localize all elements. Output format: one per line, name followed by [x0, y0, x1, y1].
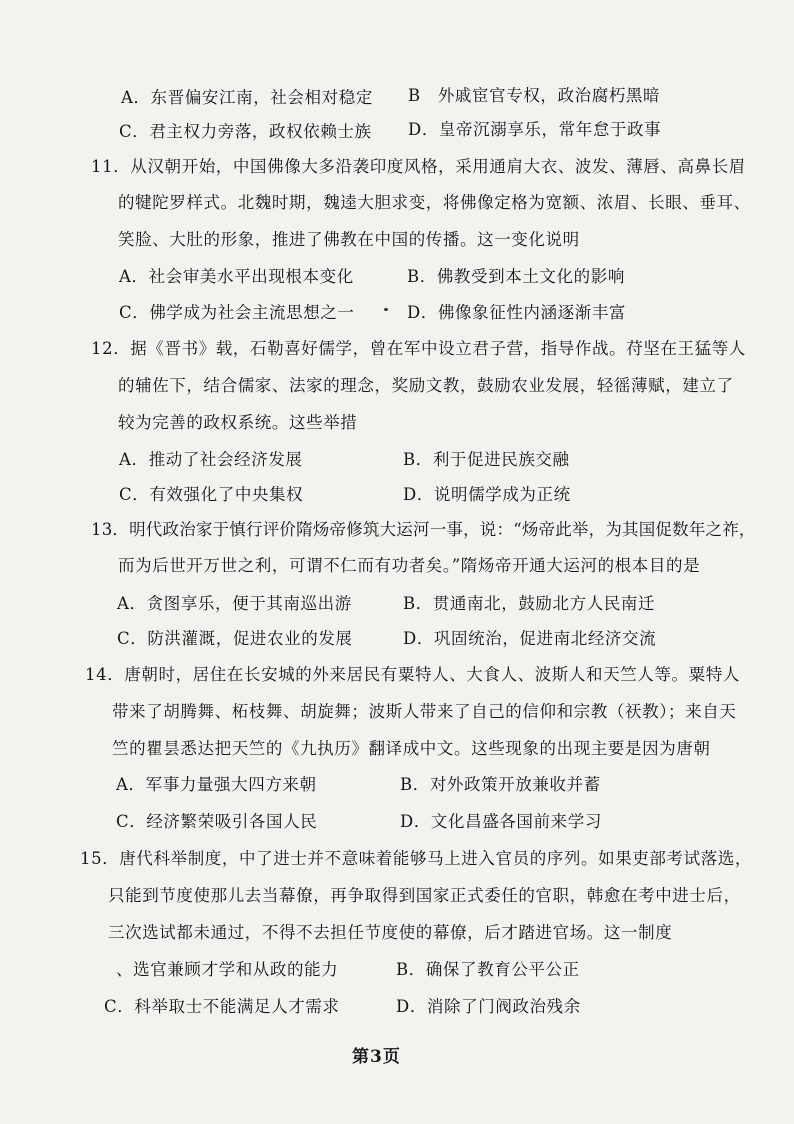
q11-stem-line-1: 11．从汉朝开始，中国佛像大多沿袭印度风格，采用通肩大衣、波发、薄唇、高鼻长眉: [91, 157, 746, 176]
q13-option-a: A．贪图享乐，便于其南巡出游: [117, 594, 352, 613]
q10-option-a: A．东晋偏安江南，社会相对稳定: [121, 88, 373, 107]
q14-stem-line-2: 带来了胡腾舞、柘枝舞、胡旋舞；波斯人带来了自己的信仰和宗教（祆教）；来自天: [112, 702, 737, 721]
q15-option-c: C．科举取士不能满足人才需求: [104, 997, 340, 1016]
q13-option-b: B．贯通南北，鼓励北方人民南迁: [403, 594, 656, 613]
q15-option-a: 、选官兼顾才学和从政的能力: [116, 960, 339, 979]
q14-stem-line-1: 14．唐朝时，居住在长安城的外来居民有粟特人、大食人、波斯人和天竺人等。粟特人: [85, 665, 740, 684]
q14-option-d: D．文化昌盛各国前来学习: [400, 812, 602, 831]
q10-option-c: C．君主权力旁落，政权依赖士族: [119, 122, 372, 141]
q15-option-b: B．确保了教育公平公正: [396, 960, 580, 979]
q15-stem-line-1: 15．唐代科举制度，中了进士并不意味着能够马上进入官员的序列。如果吏部考试落选，: [80, 849, 752, 868]
q15-stem-line-3: 三次选试都未通过，不得不去担任节度使的幕僚，后才踏进官场。这一制度: [108, 923, 673, 942]
q12-option-b: B．利于促进民族交融: [403, 450, 570, 469]
q10-option-d: D．皇帝沉溺享乐，常年怠于政事: [408, 120, 662, 139]
q12-option-d: D．说明儒学成为正统: [403, 485, 571, 504]
q11-option-c: C．佛学成为社会主流思想之一: [119, 303, 355, 322]
q11-option-b: B．佛教受到本土文化的影响: [407, 267, 625, 286]
scan-speck: [384, 308, 388, 311]
q15-option-d: D．消除了门阀政治残余: [396, 997, 581, 1016]
page-number: 第3页: [352, 1047, 401, 1067]
q12-stem-line-3: 较为完善的政权系统。这些举措: [118, 413, 358, 432]
q12-option-a: A．推动了社会经济发展: [119, 450, 303, 469]
q13-stem-line-2: 而为后世开万世之利，可谓不仁而有功者矣。”隋炀帝开通大运河的根本目的是: [118, 556, 701, 575]
q11-option-a: A．社会审美水平出现根本变化: [119, 267, 354, 286]
q14-option-c: C．经济繁荣吸引各国人民: [116, 812, 318, 831]
q15-stem-line-2: 只能到节度使那儿去当幕僚，再争取得到国家正式委任的官职，韩愈在考中进士后，: [108, 886, 741, 905]
q14-option-a: A．军事力量强大四方来朝: [116, 775, 317, 794]
q12-option-c: C．有效强化了中央集权: [119, 485, 304, 504]
q12-stem-line-2: 的辅佐下，结合儒家、法家的理念，奖励文教，鼓励农业发展，轻徭薄赋，建立了: [118, 376, 734, 395]
q13-option-c: C．防洪灌溉，促进农业的发展: [117, 629, 353, 648]
q10-option-b: B 外戚宦官专权，政治腐朽黑暗: [408, 86, 661, 105]
q12-stem-line-1: 12．据《晋书》载，石勒喜好儒学，曾在军中设立君子营，指导作战。苻坚在王猛等人: [91, 339, 746, 358]
q11-option-d: D．佛像象征性内涵逐渐丰富: [407, 303, 627, 322]
q13-option-d: D．巩固统治，促进南北经济交流: [403, 629, 657, 648]
q13-stem-line-1: 13．明代政治家于慎行评价隋炀帝修筑大运河一事，说：“炀帝此举，为其国促数年之祚，: [91, 520, 756, 539]
q11-stem-line-3: 笑脸、大肚的形象，推进了佛教在中国的传播。这一变化说明: [118, 230, 580, 249]
q14-stem-line-3: 竺的瞿昙悉达把天竺的《九执历》翻译成中文。这些现象的出现主要是因为唐朝: [112, 739, 711, 758]
q11-stem-line-2: 的犍陀罗样式。北魏时期，魏逵大胆求变，将佛像定格为宽额、浓眉、长眼、垂耳、: [118, 193, 751, 212]
q14-option-b: B．对外政策开放兼收并蓄: [400, 775, 601, 794]
